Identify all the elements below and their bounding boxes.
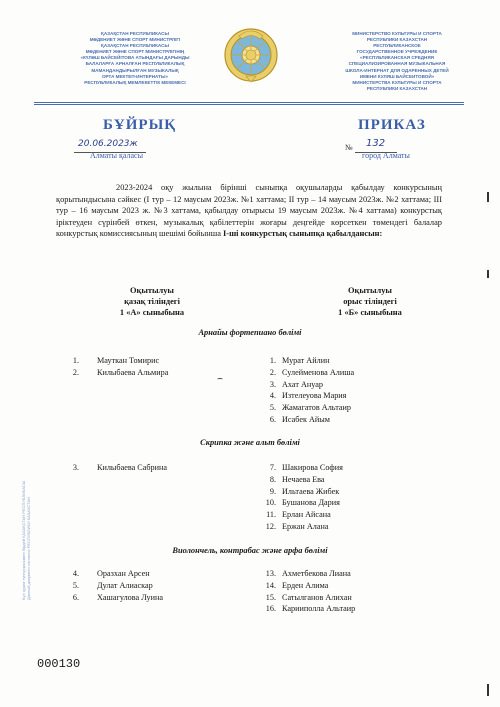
list-item: 8. Нечаева Ева — [269, 474, 325, 484]
header-left-line: РЕСПУБЛИКАЛЫҚ МЕМЛЕКЕТТІК МЕКЕМЕСІ — [84, 79, 186, 85]
list-cello-ru — [252, 568, 355, 615]
header-right-line: РЕСПУБЛИКИ КАЗАХСТАН — [366, 37, 428, 43]
column-head-left-line: Оқытылуы — [130, 286, 174, 295]
list-item: 1. Мурат Айлин — [269, 356, 330, 365]
list-piano-kz — [66, 355, 168, 379]
list-item: 16. Карииполла Альтаир — [265, 604, 356, 614]
list-item: 2. Килыбаева Альмира — [72, 367, 169, 377]
header-left-line: МӘДЕНИЕТ ЖӘНЕ СПОРТ МИНИСТРЛІГІ — [89, 37, 181, 43]
section-title-violin: Скрипка және альт бөлімі — [200, 438, 300, 447]
side-note-line: Бұл құжат түпнұсқасымен бірдей ҚАЗАҚСТАН РЕСПУБЛИКАСЫ — [21, 480, 26, 600]
header-left-line: ОРТА МЕКТЕП-ИНТЕРНАТЫ» — [101, 73, 168, 79]
header-left-line: ҚАЗАҚСТАН РЕСПУБЛИКАСЫ — [101, 43, 169, 49]
column-head-right-line: Оқытылуы — [348, 286, 392, 295]
list-item: 2. Сулейменова Алиша — [269, 367, 355, 377]
header-right-line: ИМЕНИ КУЛЯШ БАЙСЕИТОВОЙ» — [359, 73, 435, 79]
order-title-ru: ПРИКАЗ — [358, 117, 426, 133]
header-right-line: РЕСПУБЛИКАНСКОЕ — [373, 43, 421, 49]
order-title-kz: БҰЙРЫҚ — [103, 117, 177, 133]
header-left-line: ҚАЗАҚСТАН РЕСПУБЛИКАСЫ — [101, 31, 169, 36]
city-kz: Алматы қаласы — [90, 151, 143, 160]
side-stamp-note — [21, 481, 31, 600]
list-item: 6. Исабек Айым — [269, 414, 330, 424]
list-item: 14. Ерден Алима — [265, 580, 329, 590]
list-item: 15. Сатылганов Алихан — [265, 592, 352, 602]
list-item: 4. Оразхан Арсен — [72, 569, 150, 578]
header-right-line: МИНИСТЕРСТВО КУЛЬТУРЫ И СПОРТА — [352, 31, 442, 36]
list-item: 3. Килыбаева Сабрина — [72, 463, 168, 472]
column-head-right-line: 1 «Б» сыныбына — [338, 308, 402, 318]
list-cello-kz — [66, 568, 163, 603]
list-violin-ru — [252, 462, 343, 533]
preamble-text: 2023-2024 оқу жылына бірінші сыныпқа оқушыларды қабылдау конкурсының қорытындысына сәйкес (І тур – 12 маусым 2023ж. №1 хаттама; ІІ тур – 14 маусым 2023ж. №2 хаттама; ІІІ тур – 16 маусым 2023 ж. №3 хаттама, қабылдау отырысы 19 маусым 2023ж. №4 хаттама) конкурстық іріктеуден сүрінбей өткен, музыкалық қабілеттерін жоғары деңгейде көрсеткен төмендегі балалар конкурстық комиссиясының шешімі бойынша — [56, 183, 442, 239]
list-violin-kz — [66, 462, 167, 474]
header-left-line: БАЛАЛАРҒА АРНАЛҒАН РЕСПУБЛИКАЛЫҚ — [85, 61, 185, 67]
margin-mark — [487, 270, 489, 278]
header-left-kz — [50, 31, 220, 86]
list-item: 13. Ахметбекова Лиана — [265, 569, 351, 578]
header-left-line: МӘДЕНИЕТ ЖӘНЕ СПОРТ МИНИСТРЛІГІНІҢ — [85, 49, 185, 55]
header-right-ru — [312, 31, 482, 92]
header-left-line: МАМАНДАНДЫРЫЛҒАН МУЗЫКАЛЫҚ — [91, 67, 179, 73]
list-item: 6. Хашагулова Луина — [72, 592, 164, 602]
margin-mark — [487, 192, 489, 202]
column-head-right-line: орыс тіліндегі — [343, 297, 397, 307]
margin-mark — [487, 684, 489, 696]
list-item: 4. Изтелеуова Мария — [269, 391, 347, 401]
side-note-line: Данный документ согласно РЕСПУБЛИКИ КАЗАХСТАН — [26, 496, 31, 600]
column-head-left-line: 1 «А» сыныбына — [119, 308, 185, 318]
order-number: 132 — [366, 138, 386, 149]
list-item: 9. Ильтаева Жибек — [269, 486, 340, 496]
header-right-line: «РЕСПУБЛИКАНСКАЯ СРЕДНЯЯ — [360, 55, 434, 61]
header-right-line: СПЕЦИАЛИЗИРОВАННАЯ МУЗЫКАЛЬНАЯ — [348, 61, 446, 67]
list-item: 5. Дулат Алиаскар — [72, 580, 153, 590]
preamble-bold: І-ші конкурстық сыныпқа қабылдансын: — [223, 229, 383, 239]
number-sign: № — [345, 143, 353, 152]
list-piano-ru — [252, 355, 354, 426]
list-item: 7. Шакирова София — [269, 463, 343, 472]
city-ru: город Алматы — [362, 151, 410, 160]
section-title-cello: Виолончель, контрабас және арфа бөлімі — [172, 546, 328, 555]
list-item: 12. Ержан Алана — [265, 521, 329, 531]
serial-number: 000130 — [37, 657, 81, 671]
pen-mark — [217, 378, 223, 381]
column-head-left — [87, 285, 217, 319]
header-divider-thin — [34, 104, 464, 105]
header-right-line: РЕСПУБЛИКИ КАЗАХСТАН — [366, 85, 428, 91]
header-left-line: «КҮЛӘШ БАЙСЕЙІТОВА АТЫНДАҒЫ ДАРЫНДЫ — [80, 55, 190, 61]
header-right-line: ГОСУДАРСТВЕННОЕ УЧРЕЖДЕНИЕ — [356, 49, 438, 55]
list-item: 11. Ерлан Айсана — [266, 510, 331, 520]
list-item: 1. Мауткан Томирис — [72, 356, 160, 365]
header-right-line: МИНИСТЕРСТВА КУЛЬТУРЫ И СПОРТА — [352, 79, 442, 85]
header-divider — [34, 102, 464, 103]
preamble-paragraph — [56, 182, 442, 240]
column-head-right — [305, 285, 435, 319]
order-date: 20.06.2023ж — [78, 139, 138, 149]
list-item: 5. Жамагатов Альтаир — [269, 403, 351, 413]
column-head-left-line: қазақ тіліндегі — [124, 297, 180, 307]
kazakhstan-state-emblem-icon — [222, 24, 280, 84]
header-right-line: ШКОЛА-ИНТЕРНАТ ДЛЯ ОДАРЕННЫХ ДЕТЕЙ — [345, 67, 449, 73]
section-title-piano: Арнайы фортепиано бөлімі — [198, 328, 302, 337]
list-item: 3. Ахат Ануар — [269, 379, 323, 389]
list-item: 10. Бушанова Дария — [265, 498, 340, 508]
